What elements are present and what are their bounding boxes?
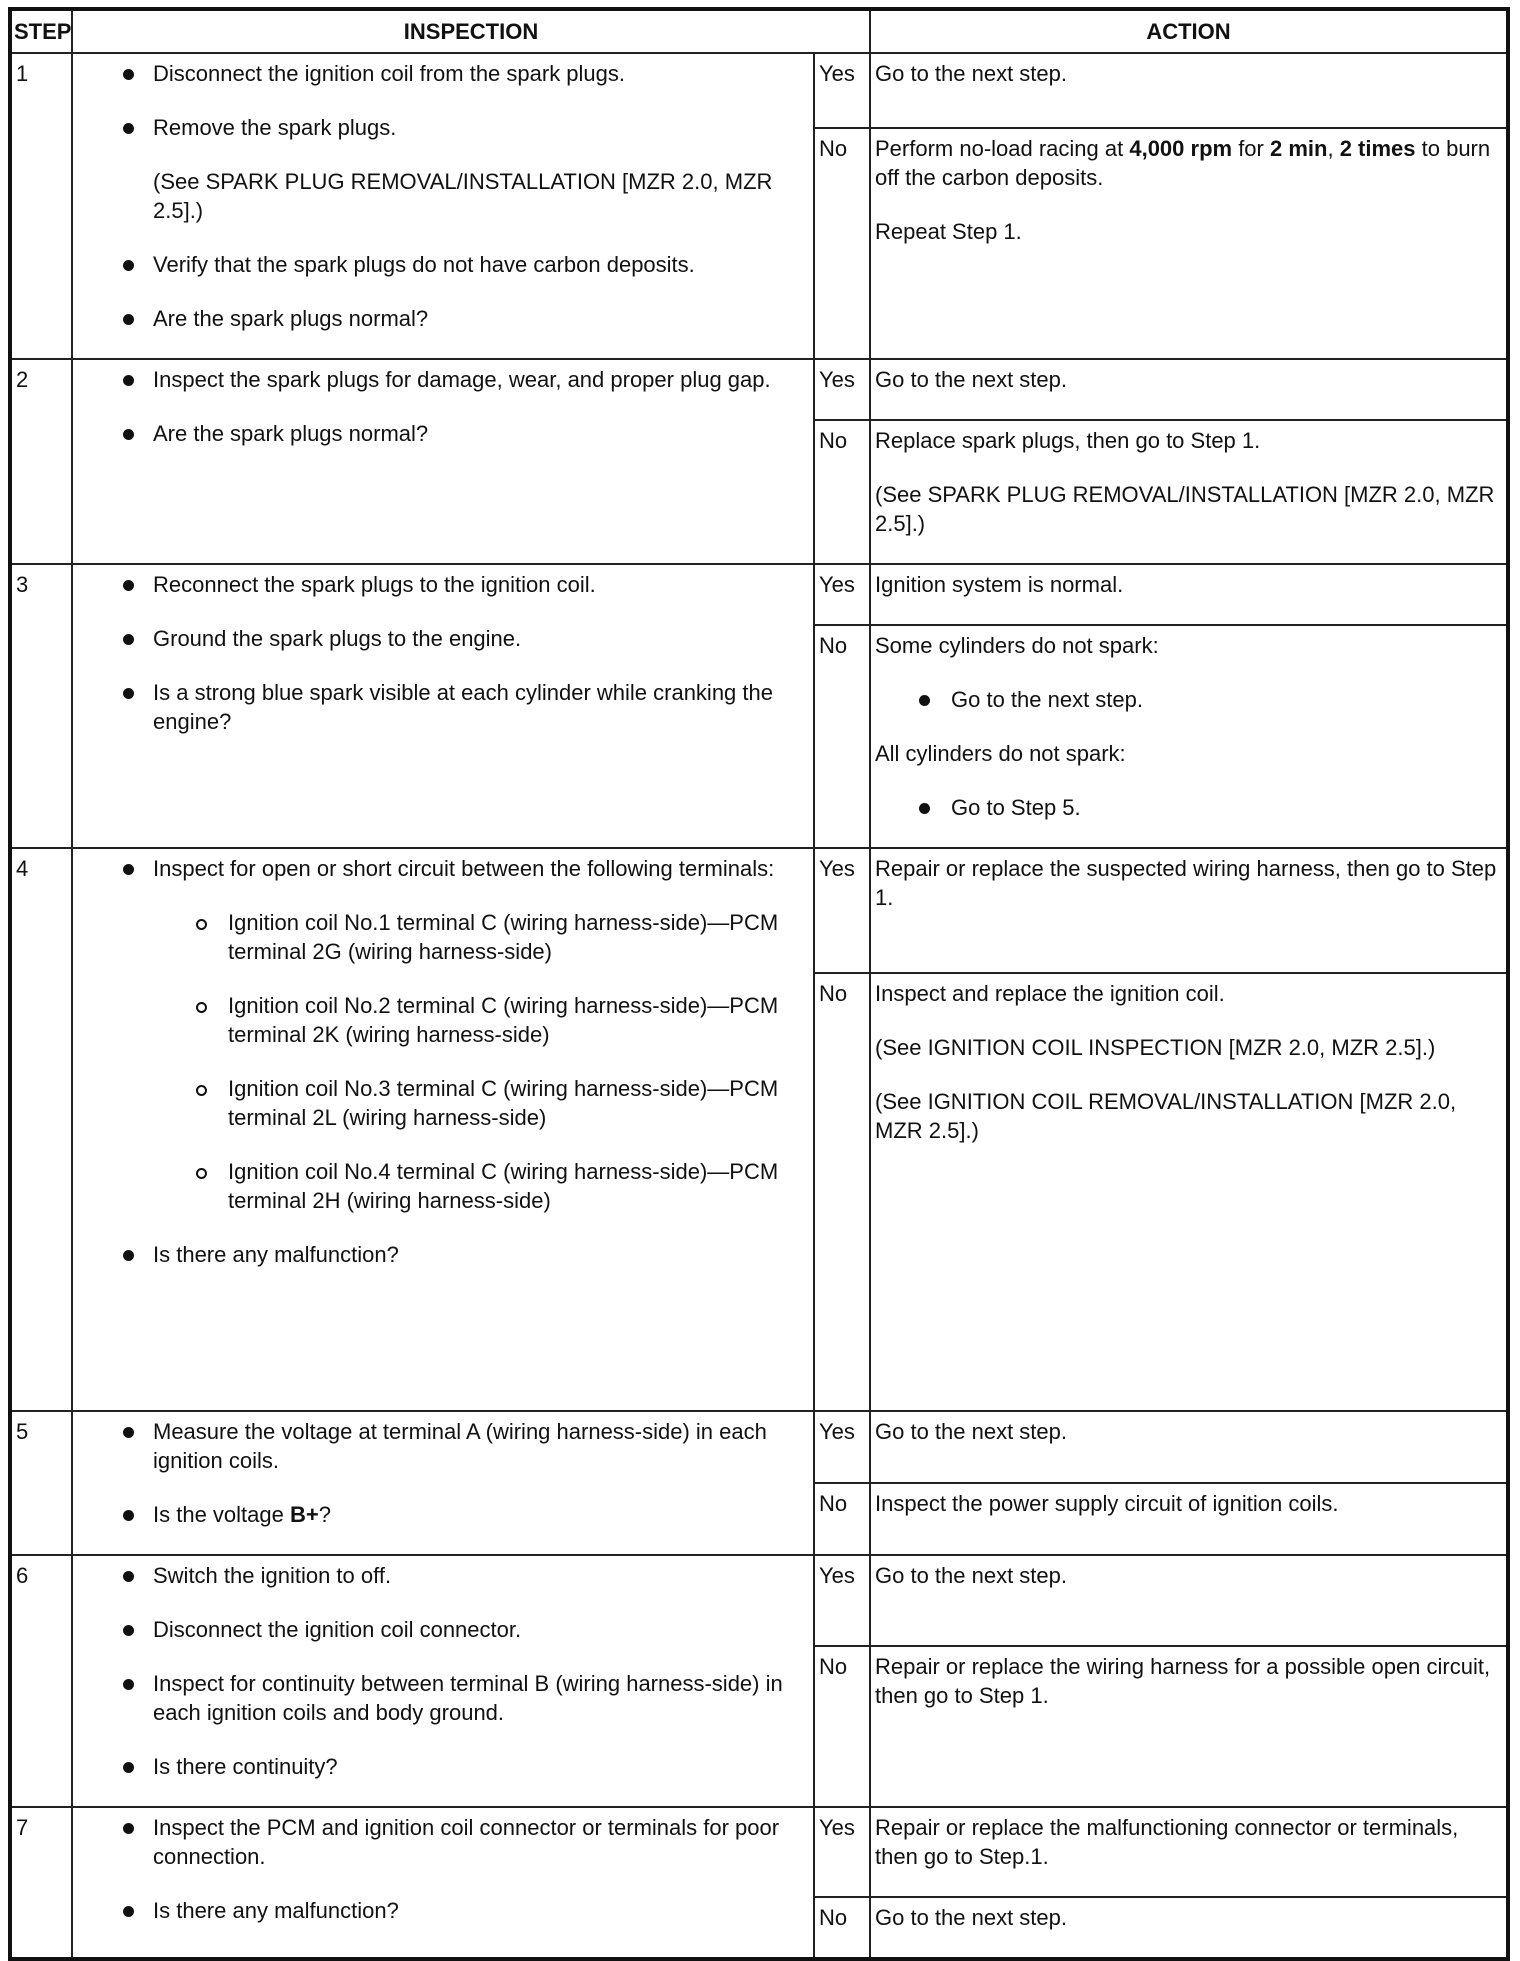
step-number: 6 (10, 1555, 72, 1807)
yes-action (870, 53, 1508, 128)
bullet-item: Is a strong blue spark visible at each cylinder while cranking the engine? (73, 678, 783, 736)
bullet-item: Remove the spark plugs. (73, 113, 783, 142)
no-label: No (814, 1483, 870, 1555)
table-row (10, 359, 1508, 420)
paragraph: (See SPARK PLUG REMOVAL/INSTALLATION [MZR 2.0, MZR 2.5].) (875, 482, 1495, 536)
bullet-item: Is the voltage B+? (73, 1500, 783, 1529)
bullet-item: Go to Step 5. (875, 793, 1500, 822)
header-action: ACTION (870, 9, 1508, 53)
bullet-item: Inspect the spark plugs for damage, wear, and proper plug gap. (73, 365, 783, 394)
bullet-item: Is there any malfunction? (73, 1240, 783, 1269)
table-row (10, 53, 1508, 128)
yes-label: Yes (814, 1555, 870, 1646)
bullet-item: Switch the ignition to off. (73, 1561, 783, 1590)
yes-label: Yes (814, 53, 870, 128)
paragraph: Perform no-load racing at 4,000 rpm for 2 min, 2 times to burn off the carbon deposits. (875, 135, 1491, 190)
paragraph: All cylinders do not spark: (875, 741, 1126, 766)
table-row (10, 1555, 1508, 1646)
inspection-cell (72, 1807, 814, 1959)
no-action (870, 1483, 1508, 1555)
paragraph: Some cylinders do not spark: (875, 633, 1159, 658)
paragraph: Repeat Step 1. (875, 218, 1022, 244)
table-row (10, 1411, 1508, 1483)
paragraph: Ignition system is normal. (875, 572, 1124, 597)
step-number: 4 (10, 848, 72, 1411)
paragraph: Inspect and replace the ignition coil. (875, 981, 1225, 1006)
yes-label: Yes (814, 848, 870, 973)
no-action (870, 420, 1508, 564)
troubleshooting-table (8, 7, 1510, 1961)
bullet-item: Are the spark plugs normal? (73, 419, 783, 448)
bullet-item: Are the spark plugs normal? (73, 304, 783, 333)
paragraph: Go to the next step. (875, 61, 1068, 86)
header-step: STEP (10, 9, 72, 53)
yes-label: Yes (814, 1411, 870, 1483)
bullet-item: Go to the next step. (875, 685, 1500, 714)
table-row (10, 848, 1508, 973)
no-label: No (814, 973, 870, 1411)
yes-action (870, 1411, 1508, 1483)
bullet-item: Measure the voltage at terminal A (wiring harness-side) in each ignition coils. (73, 1417, 783, 1475)
no-action (870, 128, 1508, 359)
no-action (870, 1897, 1508, 1959)
no-label: No (814, 1646, 870, 1807)
bullet-item: Reconnect the spark plugs to the ignition coil. (73, 570, 783, 599)
no-label: No (814, 625, 870, 848)
no-action (870, 1646, 1508, 1807)
yes-label: Yes (814, 1807, 870, 1897)
bullet-item: Verify that the spark plugs do not have carbon deposits. (73, 250, 783, 279)
bullet-item: Is there continuity? (73, 1752, 783, 1781)
step-number: 2 (10, 359, 72, 564)
sub-item: Ignition coil No.2 terminal C (wiring harness-side)—PCM terminal 2K (wiring harness-side) (73, 991, 783, 1049)
no-action (870, 973, 1508, 1411)
bullet-item: Is there any malfunction? (73, 1896, 783, 1925)
bullet-item: Inspect for open or short circuit between the following terminals: (73, 854, 783, 883)
yes-action (870, 359, 1508, 420)
no-action (870, 625, 1508, 848)
inspection-cell (72, 564, 814, 848)
inspection-cell (72, 848, 814, 1411)
paragraph: Replace spark plugs, then go to Step 1. (875, 428, 1261, 453)
yes-action (870, 564, 1508, 625)
no-label: No (814, 1897, 870, 1959)
inspection-cell (72, 53, 814, 359)
no-label: No (814, 128, 870, 359)
sub-item: Ignition coil No.3 terminal C (wiring harness-side)—PCM terminal 2L (wiring harness-side) (73, 1074, 783, 1132)
paragraph: (See SPARK PLUG REMOVAL/INSTALLATION [MZR 2.0, MZR 2.5].) (153, 169, 773, 223)
inspection-cell (72, 1555, 814, 1807)
bullet-item: Inspect for continuity between terminal B (wiring harness-side) in each ignition coils and body ground. (73, 1669, 783, 1727)
sub-item: Ignition coil No.1 terminal C (wiring harness-side)—PCM terminal 2G (wiring harness-side) (73, 908, 783, 966)
paragraph: Repair or replace the malfunctioning connector or terminals, then go to Step.1. (875, 1815, 1459, 1869)
bullet-item: Disconnect the ignition coil from the spark plugs. (73, 59, 783, 88)
yes-action (870, 848, 1508, 973)
yes-label: Yes (814, 359, 870, 420)
paragraph: (See IGNITION COIL REMOVAL/INSTALLATION [MZR 2.0, MZR 2.5].) (875, 1089, 1457, 1143)
header-inspection: INSPECTION (72, 9, 870, 53)
paragraph: Repair or replace the wiring harness for a possible open circuit, then go to Step 1. (875, 1654, 1491, 1709)
table-row (10, 1807, 1508, 1897)
no-label: No (814, 420, 870, 564)
yes-action (870, 1555, 1508, 1646)
paragraph: Repair or replace the suspected wiring harness, then go to Step 1. (875, 856, 1497, 910)
step-number: 1 (10, 53, 72, 359)
inspection-cell (72, 359, 814, 564)
paragraph: Inspect the power supply circuit of ignition coils. (875, 1491, 1339, 1516)
inspection-cell (72, 1411, 814, 1555)
paragraph: Go to the next step. (875, 367, 1068, 392)
bullet-item: Disconnect the ignition coil connector. (73, 1615, 783, 1644)
step-number: 5 (10, 1411, 72, 1555)
paragraph: Go to the next step. (875, 1419, 1068, 1444)
bullet-item: Inspect the PCM and ignition coil connector or terminals for poor connection. (73, 1813, 783, 1871)
yes-action (870, 1807, 1508, 1897)
step-number: 3 (10, 564, 72, 848)
paragraph: Go to the next step. (875, 1905, 1068, 1930)
paragraph: Go to the next step. (875, 1563, 1068, 1588)
sub-item: Ignition coil No.4 terminal C (wiring harness-side)—PCM terminal 2H (wiring harness-side) (73, 1157, 783, 1215)
yes-label: Yes (814, 564, 870, 625)
table-row (10, 564, 1508, 625)
step-number: 7 (10, 1807, 72, 1959)
paragraph: (See IGNITION COIL INSPECTION [MZR 2.0, MZR 2.5].) (875, 1035, 1436, 1060)
bullet-item: Ground the spark plugs to the engine. (73, 624, 783, 653)
